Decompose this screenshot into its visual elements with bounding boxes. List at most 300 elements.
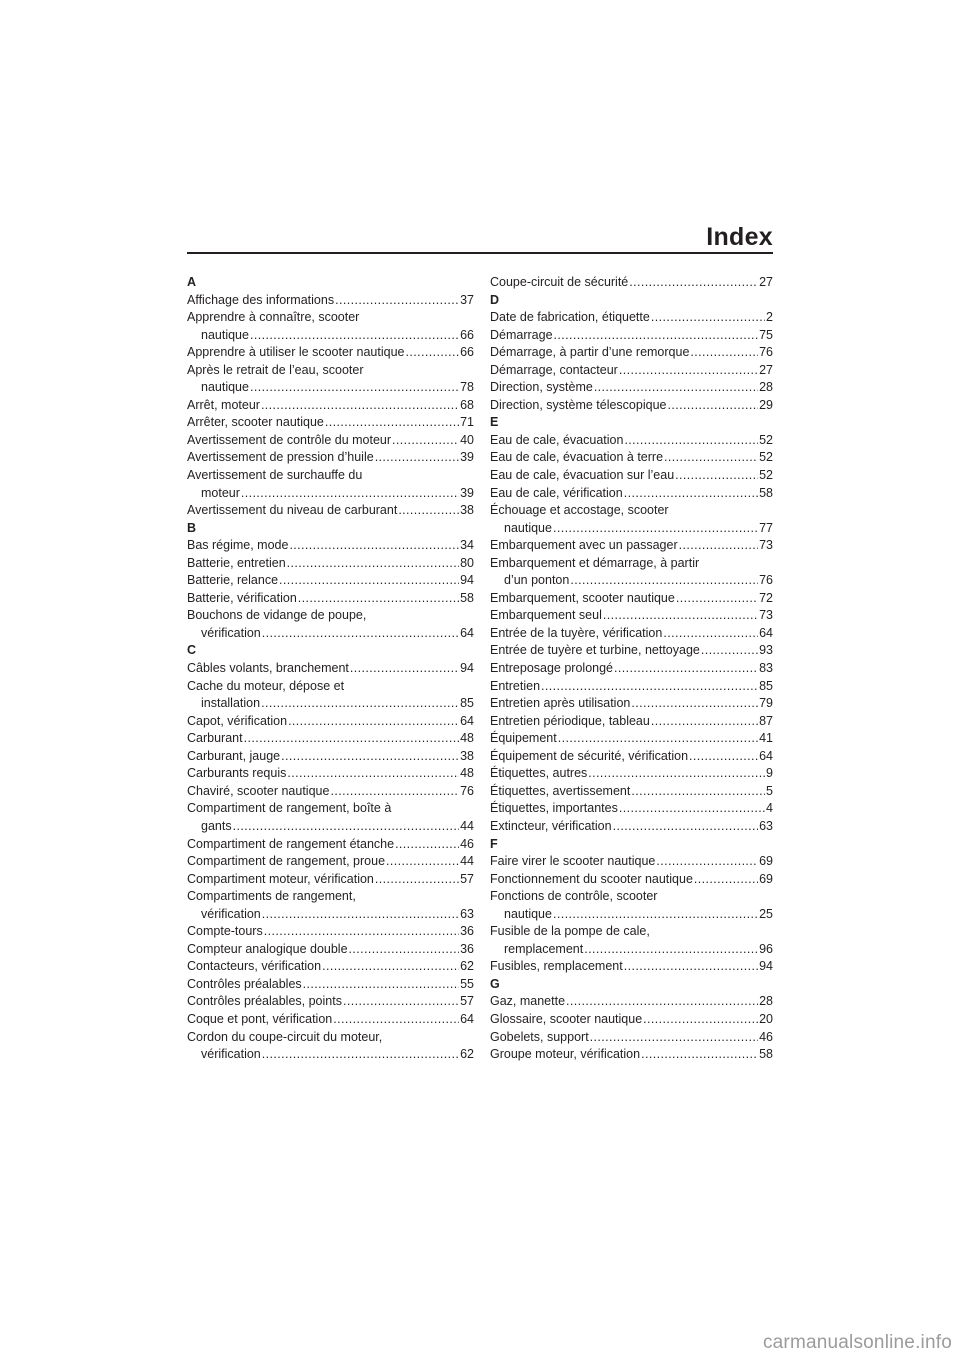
index-entry-text: Direction, système (490, 380, 593, 395)
index-entry (490, 1046, 773, 1064)
index-entry (490, 590, 773, 608)
index-page-number: 85 (759, 678, 773, 693)
index-page-number: 71 (460, 415, 474, 430)
index-page-number: 39 (460, 450, 474, 465)
page-title: Index (706, 223, 773, 251)
dot-leader (250, 327, 459, 345)
index-entry (490, 993, 773, 1011)
index-entry-text: Contacteurs, vérification (187, 959, 322, 974)
index-entry (490, 344, 773, 362)
index-entry-text: Arrêt, moteur (187, 397, 260, 412)
dot-leader (694, 871, 758, 889)
index-entry (490, 748, 773, 766)
index-page-number: 64 (759, 625, 773, 640)
index-entry (490, 379, 773, 397)
dot-leader (679, 537, 758, 555)
index-entry (490, 537, 773, 555)
index-entry (187, 397, 474, 415)
index-entry (187, 309, 474, 344)
index-entry-text: Batterie, vérification (187, 590, 297, 605)
index-entry (187, 993, 474, 1011)
index-page-number: 63 (460, 906, 474, 921)
dot-leader (325, 414, 459, 432)
index-entry-heading: Fusible de la pompe de cale, (490, 924, 650, 939)
index-entry-text: vérification (201, 1047, 261, 1062)
index-entry (490, 730, 773, 748)
index-entry-text: Carburants requis (187, 766, 287, 781)
index-entry (187, 871, 474, 889)
index-page-number: 44 (460, 818, 474, 833)
index-page-number: 73 (759, 538, 773, 553)
index-page-number: 94 (759, 959, 773, 974)
dot-leader (631, 783, 765, 801)
dot-leader (406, 344, 460, 362)
index-page-number: 62 (460, 959, 474, 974)
index-entry (490, 502, 773, 537)
index-entry-text: Coque et pont, vérification (187, 1011, 333, 1026)
dot-leader (343, 993, 459, 1011)
index-page-number: 58 (759, 1047, 773, 1062)
dot-leader (584, 941, 758, 959)
index-entry (187, 607, 474, 642)
dot-leader (566, 993, 758, 1011)
dot-leader (350, 660, 459, 678)
index-entry-text: Câbles volants, branchement (187, 661, 349, 676)
dot-leader (298, 590, 459, 608)
index-entry-text: installation (201, 696, 261, 711)
index-entry-text: Embarquement avec un passager (490, 538, 678, 553)
dot-leader (241, 485, 459, 503)
index-page-number: 83 (759, 661, 773, 676)
index-entry-text: Étiquettes, importantes (490, 801, 618, 816)
index-page-number: 64 (460, 1011, 474, 1026)
dot-leader (262, 906, 459, 924)
index-entry-text: Eau de cale, évacuation (490, 432, 624, 447)
dot-leader (553, 520, 758, 538)
index-page-number: 2 (766, 310, 773, 325)
index-page-number: 40 (460, 432, 474, 447)
dot-leader (614, 660, 758, 678)
index-section-letter: B (187, 520, 197, 535)
index-entry (187, 414, 474, 432)
index-page-number: 76 (759, 345, 773, 360)
dot-leader (663, 625, 758, 643)
index-entry-text: Entretien après utilisation (490, 696, 631, 711)
index-entry (490, 695, 773, 713)
dot-leader (386, 853, 459, 871)
dot-leader (651, 309, 765, 327)
index-entry-text: Eau de cale, évacuation à terre (490, 450, 664, 465)
dot-leader (667, 397, 758, 415)
index-entry (490, 678, 773, 696)
index-page-number: 28 (759, 380, 773, 395)
dot-leader (656, 853, 758, 871)
index-column-left (187, 274, 474, 1064)
dot-leader (288, 713, 459, 731)
dot-leader (594, 379, 758, 397)
index-page-number: 9 (766, 766, 773, 781)
dot-leader (676, 590, 758, 608)
index-page-number: 20 (759, 1011, 773, 1026)
index-entry-text: Carburant (187, 731, 243, 746)
index-page-number: 4 (766, 801, 773, 816)
dot-leader (619, 362, 758, 380)
watermark: carmanualsonline.info (762, 1332, 952, 1353)
index-page-number: 66 (460, 345, 474, 360)
dot-leader (279, 572, 459, 590)
dot-leader (322, 958, 459, 976)
index-page-number: 76 (460, 783, 474, 798)
index-entry-text: Groupe moteur, vérification (490, 1047, 641, 1062)
dot-leader (629, 274, 758, 292)
index-page-number: 80 (460, 555, 474, 570)
index-column-right (490, 274, 773, 1064)
dot-leader (651, 713, 758, 731)
index-entry (187, 590, 474, 608)
index-entry (187, 292, 474, 310)
dot-leader (264, 923, 459, 941)
index-entry (490, 765, 773, 783)
index-entry-text: Entrée de tuyère et turbine, nettoyage (490, 643, 700, 658)
index-entry-text: Démarrage, contacteur (490, 362, 618, 377)
dot-leader (287, 555, 459, 573)
index-entry-text: Capot, vérification (187, 713, 288, 728)
index-entry-heading: Après le retrait de l’eau, scooter (187, 362, 364, 377)
index-entry (187, 555, 474, 573)
index-entry-heading: Apprendre à connaître, scooter (187, 310, 360, 325)
index-entry-text: Avertissement de contrôle du moteur (187, 432, 392, 447)
index-entry-text: nautique (504, 520, 552, 535)
index-entry-text: gants (201, 818, 232, 833)
index-page-number: 87 (759, 713, 773, 728)
dot-leader (261, 397, 459, 415)
index-entry (187, 730, 474, 748)
index-page-number: 36 (460, 924, 474, 939)
dot-leader (643, 1011, 758, 1029)
dot-leader (335, 292, 459, 310)
index-entry-text: Démarrage (490, 327, 553, 342)
index-page-number: 63 (759, 818, 773, 833)
index-page-number: 41 (759, 731, 773, 746)
index-entry-text: Équipement de sécurité, vérification (490, 748, 689, 763)
index-entry (187, 976, 474, 994)
index-entry (490, 713, 773, 731)
index-entry-text: Étiquettes, autres (490, 766, 588, 781)
index-entry-text: Entretien périodique, tableau (490, 713, 650, 728)
index-entry-text: vérification (201, 906, 261, 921)
index-entry (187, 888, 474, 923)
index-entry-text: Avertissement du niveau de carburant (187, 503, 398, 518)
index-page-number: 94 (460, 661, 474, 676)
dot-leader (570, 572, 758, 590)
index-entry (490, 871, 773, 889)
index-entry-heading: Compartiment de rangement, boîte à (187, 801, 392, 816)
dot-leader (349, 941, 460, 959)
dot-leader (554, 327, 759, 345)
index-page-number: 69 (759, 854, 773, 869)
index-entry-text: Direction, système télescopique (490, 397, 667, 412)
dot-leader (262, 625, 459, 643)
index-entry-text: Fusibles, remplacement (490, 959, 623, 974)
dot-leader (541, 678, 758, 696)
index-entry-text: Affichage des informations (187, 292, 335, 307)
dot-leader (631, 695, 758, 713)
index-entry-text: Arrêter, scooter nautique (187, 415, 324, 430)
dot-leader (333, 1011, 459, 1029)
index-page-number: 79 (759, 696, 773, 711)
index-entry-text: Contrôles préalables (187, 976, 302, 991)
dot-leader (261, 695, 459, 713)
index-page-number: 58 (460, 590, 474, 605)
index-entry-text: Compteur analogique double (187, 941, 348, 956)
index-entry-text: Fonctionnement du scooter nautique (490, 871, 693, 886)
index-entry-text: Équipement (490, 731, 557, 746)
index-page-number: 64 (759, 748, 773, 763)
index-entry-text: Compartiment de rangement étanche (187, 836, 395, 851)
index-page-number: 96 (759, 941, 773, 956)
index-entry-heading: Fonctions de contrôle, scooter (490, 889, 658, 904)
index-page-number: 38 (460, 503, 474, 518)
index-entry (187, 502, 474, 520)
index-entry (490, 397, 773, 415)
index-entry-text: Faire virer le scooter nautique (490, 854, 656, 869)
index-page-number: 64 (460, 713, 474, 728)
index-entry-text: Glossaire, scooter nautique (490, 1011, 643, 1026)
index-entry-text: Entretien (490, 678, 541, 693)
index-entry-text: Entreposage prolongé (490, 661, 614, 676)
index-page-number: 27 (759, 362, 773, 377)
dot-leader (262, 1046, 459, 1064)
index-entry (187, 800, 474, 835)
dot-leader (392, 432, 459, 450)
dot-leader (603, 607, 758, 625)
index-section-letter: D (490, 292, 500, 307)
index-entry-text: Batterie, relance (187, 573, 279, 588)
index-entry (490, 449, 773, 467)
index-page-number: 69 (759, 871, 773, 886)
index-entry-heading: Bouchons de vidange de poupe, (187, 608, 367, 623)
index-entry-text: Eau de cale, évacuation sur l’eau (490, 468, 675, 483)
index-entry (490, 1029, 773, 1047)
index-entry (187, 783, 474, 801)
dot-leader (641, 1046, 758, 1064)
index-entry-text: Démarrage, à partir d’une remorque (490, 345, 690, 360)
index-entry (490, 1011, 773, 1029)
index-section-letter: C (187, 643, 197, 658)
dot-leader (619, 800, 765, 818)
index-entry-text: Batterie, entretien (187, 555, 286, 570)
index-page-number: 77 (759, 520, 773, 535)
index-entry-text: d’un ponton (504, 573, 570, 588)
index-entry-text: Apprendre à utiliser le scooter nautique (187, 345, 405, 360)
index-page-number: 66 (460, 327, 474, 342)
index-entry-text: Étiquettes, avertissement (490, 783, 631, 798)
index-entry-text: Gaz, manette (490, 994, 566, 1009)
index-entry-text: Bas régime, mode (187, 538, 289, 553)
index-page-number: 27 (759, 275, 773, 289)
dot-leader (624, 432, 758, 450)
index-entry (490, 888, 773, 923)
index-entry-heading: Cordon du coupe-circuit du moteur, (187, 1029, 383, 1044)
index-page-number: 93 (759, 643, 773, 658)
dot-leader (375, 449, 459, 467)
index-page-number: 85 (460, 696, 474, 711)
index-page-number: 29 (759, 397, 773, 412)
index-entry (490, 818, 773, 836)
index-page-number: 36 (460, 941, 474, 956)
index-entry-heading: Embarquement et démarrage, à partir (490, 555, 700, 570)
index-page-number: 76 (759, 573, 773, 588)
index-entry (490, 853, 773, 871)
index-entry (490, 660, 773, 678)
index-entry (187, 958, 474, 976)
index-entry (490, 555, 773, 590)
index-page-number: 68 (460, 397, 474, 412)
index-entry (187, 923, 474, 941)
index-entry-text: Extincteur, vérification (490, 818, 612, 833)
index-page-number: 75 (759, 327, 773, 342)
index-entry-text: Gobelets, support (490, 1029, 589, 1044)
dot-leader (553, 906, 758, 924)
index-page-number: 48 (460, 731, 474, 746)
index-entry (187, 467, 474, 502)
index-entry (187, 572, 474, 590)
dot-leader (664, 449, 758, 467)
index-page-number: 57 (460, 994, 474, 1009)
index-entry (187, 537, 474, 555)
dot-leader (613, 818, 759, 836)
index-section-letter: F (490, 836, 498, 851)
index-entry (490, 625, 773, 643)
index-entry (490, 432, 773, 450)
dot-leader (250, 379, 459, 397)
index-entry-text: Contrôles préalables, points (187, 994, 342, 1009)
dot-leader (398, 502, 459, 520)
index-page-number: 55 (460, 976, 474, 991)
index-page-number: 52 (759, 450, 773, 465)
index-entry (490, 362, 773, 380)
index-entry (187, 432, 474, 450)
index-entry (490, 642, 773, 660)
dot-leader (588, 765, 765, 783)
index-entry (490, 467, 773, 485)
index-entry (187, 836, 474, 854)
index-page-number: 39 (460, 485, 474, 500)
title-rule (187, 252, 773, 254)
index-entry-heading: Compartiments de rangement, (187, 889, 356, 904)
dot-leader (330, 783, 459, 801)
index-page-number: 34 (460, 538, 474, 553)
index-entry-text: remplacement (504, 941, 584, 956)
index-entry-text: Embarquement, scooter nautique (490, 590, 675, 605)
index-entry-text: nautique (504, 906, 552, 921)
dot-leader (375, 871, 459, 889)
index-page-number: 28 (759, 994, 773, 1009)
dot-leader (624, 485, 758, 503)
index-page-number: 46 (460, 836, 474, 851)
index-entry-text: Eau de cale, vérification (490, 485, 623, 500)
index-page-number: 44 (460, 854, 474, 869)
index-entry (490, 309, 773, 327)
index-entry (187, 941, 474, 959)
index-entry (490, 485, 773, 503)
dot-leader (281, 748, 459, 766)
index-section-letter: A (187, 275, 197, 289)
index-entry-text: Compte-tours (187, 924, 263, 939)
index-page-number: 58 (759, 485, 773, 500)
dot-leader (675, 467, 758, 485)
index-page-number: 78 (460, 380, 474, 395)
index-entry-heading: Cache du moteur, dépose et (187, 678, 345, 693)
index-entry-text: Avertissement de pression d’huile (187, 450, 374, 465)
index-entry (187, 748, 474, 766)
index-entry-text: Coupe-circuit de sécurité (490, 275, 629, 289)
dot-leader (244, 730, 460, 748)
index-entry (187, 449, 474, 467)
index-entry-heading: Échouage et accostage, scooter (490, 503, 669, 518)
index-entry (187, 660, 474, 678)
index-entry-text: Chaviré, scooter nautique (187, 783, 330, 798)
index-entry-text: Compartiment de rangement, proue (187, 854, 386, 869)
index-page-number: 72 (759, 590, 773, 605)
index-entry-heading: Avertissement de surchauffe du (187, 468, 363, 483)
index-entry-text: nautique (201, 327, 249, 342)
index-entry (490, 327, 773, 345)
dot-leader (590, 1029, 758, 1047)
dot-leader (289, 537, 459, 555)
dot-leader (233, 818, 460, 836)
dot-leader (558, 730, 758, 748)
index-page-number: 64 (460, 625, 474, 640)
index-entry (490, 800, 773, 818)
index-entry-text: moteur (201, 485, 240, 500)
index-page-number: 57 (460, 871, 474, 886)
dot-leader (701, 642, 758, 660)
index-entry-text: Date de fabrication, étiquette (490, 310, 650, 325)
index-entry-text: nautique (201, 380, 249, 395)
index-page-number: 38 (460, 748, 474, 763)
dot-leader (287, 765, 459, 783)
index-entry (187, 1011, 474, 1029)
index-page-number: 37 (460, 292, 474, 307)
dot-leader (395, 836, 459, 854)
index-page-number: 52 (759, 432, 773, 447)
index-page-number: 62 (460, 1047, 474, 1062)
index-page-number: 46 (759, 1029, 773, 1044)
index-page-number: 52 (759, 468, 773, 483)
index-entry (187, 1029, 474, 1064)
index-entry-text: vérification (201, 625, 261, 640)
index-entry (490, 783, 773, 801)
index-entry (187, 713, 474, 731)
index-page-number: 5 (766, 783, 773, 798)
index-entry (490, 958, 773, 976)
index-entry-text: Compartiment moteur, vérification (187, 871, 374, 886)
index-entry-text: Embarquement seul (490, 608, 602, 623)
index-entry (490, 923, 773, 958)
index-entry (490, 274, 773, 292)
index-page-number: 73 (759, 608, 773, 623)
index-page-number: 48 (460, 766, 474, 781)
index-section-letter: G (490, 976, 500, 991)
index-entry (490, 607, 773, 625)
dot-leader (690, 344, 758, 362)
index-entry (187, 678, 474, 713)
index-entry-text: Carburant, jauge (187, 748, 281, 763)
index-section-letter: E (490, 415, 499, 430)
index-entry (187, 362, 474, 397)
dot-leader (624, 958, 758, 976)
